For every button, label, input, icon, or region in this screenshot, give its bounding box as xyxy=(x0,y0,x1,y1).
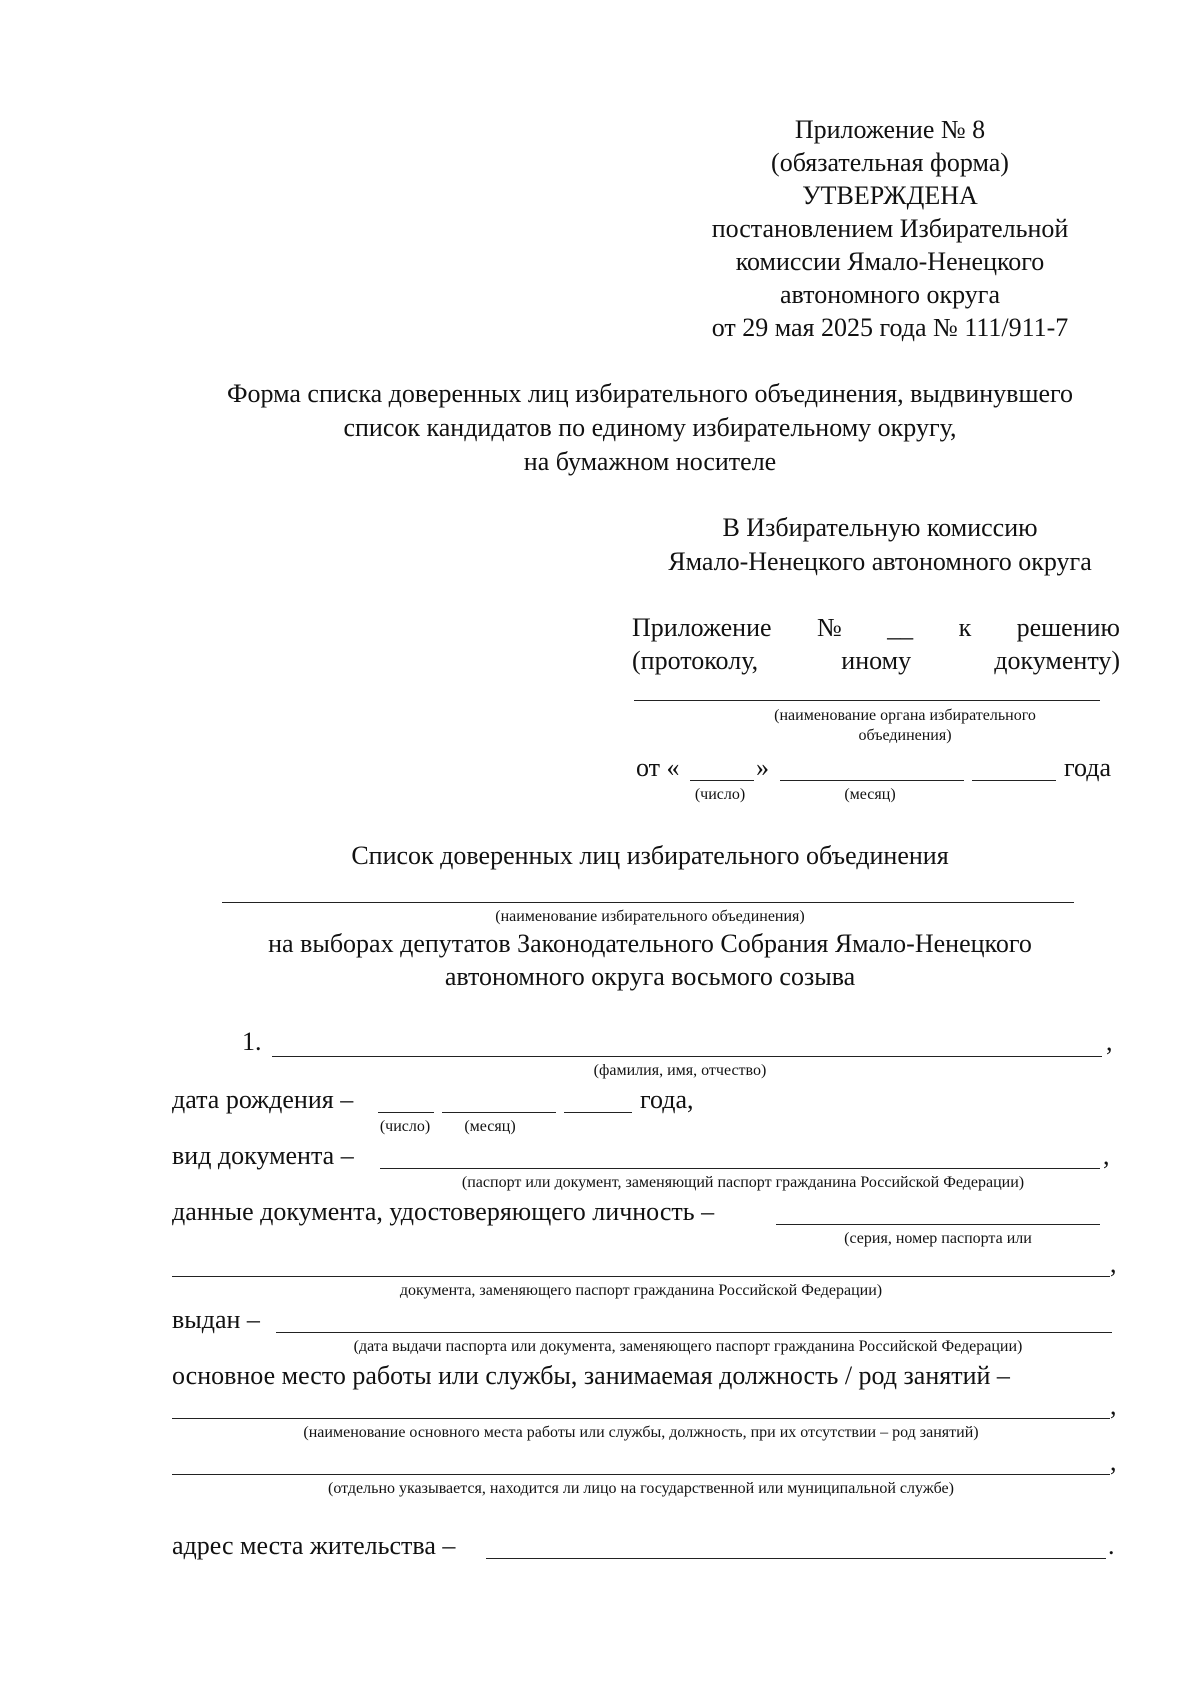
org-name-hint-1: (наименование органа избирательного xyxy=(774,707,1036,724)
address-field[interactable] xyxy=(486,1558,1106,1559)
work-comma: , xyxy=(1110,1391,1117,1420)
addressee-line-2: Ямало-Ненецкого автономного округа xyxy=(668,547,1092,576)
entry-number: 1. xyxy=(242,1027,262,1056)
year-label: года xyxy=(1064,753,1112,782)
service-hint: (отдельно указывается, находится ли лицо на государственной или муниципальной службе) xyxy=(328,1480,954,1497)
approval-date: от 29 мая 2025 года № 111/911-7 xyxy=(711,313,1069,342)
org-name-hint-2: объединения) xyxy=(858,727,952,744)
approval-form-type: (обязательная форма) xyxy=(771,148,1009,177)
attachment-day-field[interactable] xyxy=(690,780,754,781)
full-name-hint: (фамилия, имя, отчество) xyxy=(593,1062,767,1079)
month-hint: (месяц) xyxy=(844,786,896,803)
doc-data-label: данные документа, удостоверяющего личность – xyxy=(172,1197,715,1226)
doc-type-comma: , xyxy=(1103,1141,1110,1170)
form-title-line-2: список кандидатов по единому избирательному округу, xyxy=(343,413,957,442)
approval-commission: комиссии Ямало-Ненецкого xyxy=(735,247,1045,276)
addressee-line-1: В Избирательную комиссию xyxy=(722,513,1038,542)
close-quote: » xyxy=(756,753,769,782)
elections-line-1: на выборах депутатов Законодательного Собрания Ямало-Ненецкого xyxy=(268,929,1032,958)
approval-resolution: постановлением Избирательной xyxy=(711,214,1069,243)
form-title-line-3: на бумажном носителе xyxy=(523,447,777,476)
work-hint: (наименование основного места работы или службы, должность, при их отсутствии – род занятий) xyxy=(303,1424,979,1441)
doc-type-field[interactable] xyxy=(380,1168,1100,1169)
birth-month-hint: (месяц) xyxy=(464,1118,516,1135)
approval-appendix-number: Приложение № 8 xyxy=(794,115,986,144)
form-title-line-1: Форма списка доверенных лиц избирательного объединения, выдвинувшего xyxy=(226,379,1074,408)
list-title: Список доверенных лиц избирательного объединения xyxy=(351,841,949,870)
birth-day-field[interactable] xyxy=(378,1112,434,1113)
attachment-line-1: Приложение № __ к решению xyxy=(632,613,1120,642)
approval-approved: УТВЕРЖДЕНА xyxy=(802,181,978,210)
doc-data-hint-1: (серия, номер паспорта или xyxy=(844,1230,1032,1247)
doc-type-hint: (паспорт или документ, заменяющий паспорт гражданина Российской Федерации) xyxy=(461,1174,1025,1191)
full-name-comma: , xyxy=(1106,1027,1113,1056)
elections-line-2: автономного округа восьмого созыва xyxy=(444,962,856,991)
birth-day-hint: (число) xyxy=(379,1118,431,1135)
doc-type-label: вид документа – xyxy=(172,1141,354,1170)
approval-okrug: автономного округа xyxy=(780,280,1000,309)
address-period: . xyxy=(1108,1531,1115,1560)
issued-label: выдан – xyxy=(172,1305,260,1334)
service-field[interactable] xyxy=(172,1474,1110,1475)
birth-month-field[interactable] xyxy=(442,1112,556,1113)
doc-data-hint-2: документа, заменяющего паспорт гражданина Российской Федерации) xyxy=(399,1282,883,1299)
doc-data-comma: , xyxy=(1110,1249,1117,1278)
day-hint: (число) xyxy=(694,786,746,803)
service-comma: , xyxy=(1110,1447,1117,1476)
address-label: адрес места жительства – xyxy=(172,1531,456,1560)
attachment-line-2: (протоколу, иному документу) xyxy=(632,646,1120,675)
list-org-name-hint: (наименование избирательного объединения) xyxy=(495,908,805,925)
doc-data-field[interactable] xyxy=(776,1224,1100,1225)
issued-field[interactable] xyxy=(276,1332,1112,1333)
issued-hint: (дата выдачи паспорта или документа, заменяющего паспорт гражданина Российской Федерации) xyxy=(353,1338,1023,1355)
birth-date-label: дата рождения – xyxy=(172,1085,354,1114)
attachment-year-field[interactable] xyxy=(972,780,1056,781)
birth-year-field[interactable] xyxy=(564,1112,632,1113)
work-field[interactable] xyxy=(172,1418,1110,1419)
work-label: основное место работы или службы, занимаемая должность / род занятий – xyxy=(172,1361,1010,1390)
org-name-field[interactable] xyxy=(634,700,1100,701)
full-name-field[interactable] xyxy=(272,1056,1102,1057)
from-label: от « xyxy=(636,753,680,782)
doc-data-field-continued[interactable] xyxy=(172,1276,1110,1277)
birth-year-label: года, xyxy=(640,1085,694,1114)
attachment-month-field[interactable] xyxy=(780,780,964,781)
list-org-name-field[interactable] xyxy=(222,902,1074,903)
